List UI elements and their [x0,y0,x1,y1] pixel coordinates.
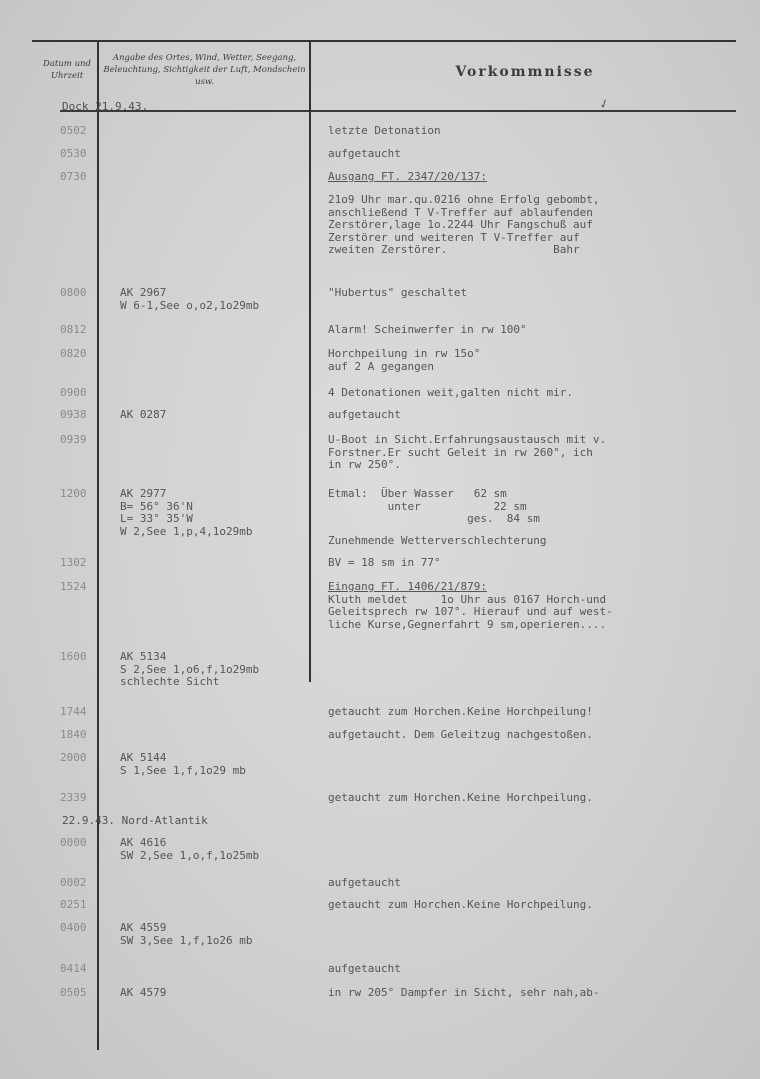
entry-position: B= 56° 36'N [120,499,193,513]
entry-time: 0002 [60,876,87,889]
check-mark-icon: ✓ [597,95,611,113]
entry-position: SW 3,See 1,f,1o26 mb [120,933,253,947]
entry-position: AK 4579 [120,986,167,999]
entry-position: S 2,See 1,o6,f,1o29mb [120,662,260,676]
entry-time: 0938 [60,408,87,421]
entry-time: 0820 [60,347,87,360]
header-rule [60,110,736,112]
entry-event-text: liche Kurse,Gegnerfahrt 9 sm,operieren.... [328,617,607,631]
entry-event-text: Ausgang FT. 2347/20/137: [328,170,487,183]
entry-event-text: aufgetaucht [328,147,401,160]
entry-event-text: U-Boot in Sicht.Erfahrungsaustausch mit v. [328,433,607,446]
entry-event-text: in rw 205° Dampfer in Sicht, sehr nah,ab- [328,986,600,999]
entry-position: S 1,See 1,f,1o29 mb [120,763,246,777]
entry-time: 1840 [60,728,87,741]
entry-position: AK 5134 [120,650,167,663]
entry-event-text: BV = 18 sm in 77° [328,556,441,569]
entry-time: 2339 [60,791,87,804]
entry-position: schlechte Sicht [120,675,220,688]
entry-time: 0812 [60,323,87,336]
entry-event-text: getaucht zum Horchen.Keine Horchpeilung. [328,791,593,804]
entry-time: 0900 [60,386,87,399]
entry-time: 0502 [60,124,87,137]
entry-time: 0530 [60,147,87,160]
entry-position: W 2,See 1,p,4,1o29mb [120,524,253,538]
entry-event-text: ges. 84 sm [328,512,540,525]
entry-position: AK 2977 [120,487,167,500]
column-divider-1 [97,42,99,1050]
entry-position: AK 5144 [120,751,167,764]
entry-event-text: getaucht zum Horchen.Keine Horchpeilung! [328,705,593,718]
entry-event-text: unter 22 sm [328,499,527,513]
entry-event-text: anschließend T V-Treffer auf ablaufenden [328,205,593,219]
entry-event-text: Zerstörer und weiteren T V-Treffer auf [328,230,580,244]
entry-position: SW 2,See 1,o,f,1o25mb [120,848,260,862]
entry-time: 0939 [60,433,87,446]
entry-time: 0400 [60,921,87,934]
entry-position: W 6-1,See o,o2,1o29mb [120,298,260,312]
entry-time: 0251 [60,898,87,911]
entry-time: 0730 [60,170,87,183]
entry-position: AK 4559 [120,921,167,934]
entry-event-text: in rw 250°. [328,458,401,471]
entry-event-text: Etmal: Über Wasser 62 sm [328,487,507,500]
entry-event-text: Horchpeilung in rw 15o° [328,347,481,360]
header-location-weather: Angabe des Ortes, Wind, Wetter, Seegang, Beleuchtung, Sichtigkeit der Luft, Mondschein usw. [103,53,306,87]
entry-event-text: 4 Detonationen weit,galten nicht mir. [328,386,574,399]
entry-time: 2000 [60,751,87,764]
entry-event-text: Zerstörer,lage 1o.2244 Uhr Fangschuß auf [328,218,593,231]
entry-event-text: letzte Detonation [328,124,441,137]
entry-event-text: Eingang FT. 1406/21/879: [328,580,487,593]
entry-time: 0505 [60,986,87,999]
entry-time: 1200 [60,487,87,500]
entry-time: 0000 [60,836,87,849]
entry-event-text: 21o9 Uhr mar.qu.0216 ohne Erfolg gebombt, [328,193,600,206]
entry-time: 1524 [60,580,87,593]
entry-event-text: "Hubertus" geschaltet [328,286,468,299]
entry-event-text: aufgetaucht. Dem Geleitzug nachgestoßen. [328,728,593,741]
header-date-time: Datum und Uhrzeit [43,59,91,81]
entry-position: AK 4616 [120,836,167,849]
entry-event-text: Forstner.Er sucht Geleit in rw 260°, ich [328,445,593,459]
entry-position: AK 0287 [120,408,167,421]
date-heading-mid: 22.9.43. Nord-Atlantik [62,814,208,827]
column-divider-2 [309,42,311,682]
entry-time: 1600 [60,650,87,663]
entry-event-text: Kluth meldet 1o Uhr aus 0167 Horch-und [328,592,607,606]
entry-position: L= 33° 35'W [120,512,193,525]
entry-event-text: auf 2 A gegangen [328,359,434,373]
entry-time: 1302 [60,556,87,569]
entry-event-text: Geleitsprech rw 107°. Hierauf und auf west- [328,605,613,618]
entry-event-text: aufgetaucht [328,876,401,889]
entry-event-text: aufgetaucht [328,408,401,421]
entry-event-text: aufgetaucht [328,962,401,975]
entry-position: AK 2967 [120,286,167,299]
entry-time: 1744 [60,705,87,718]
header-events: Vorkommnisse [455,64,595,80]
entry-event-text: Zunehmende Wetterverschlechterung [328,534,547,547]
entry-event-text: Alarm! Scheinwerfer in rw 100° [328,323,527,336]
date-heading-top: Dock 21.9.43. [62,100,149,113]
entry-event-text: getaucht zum Horchen.Keine Horchpeilung. [328,898,593,911]
entry-time: 0414 [60,962,87,975]
entry-time: 0800 [60,286,87,299]
top-rule [32,40,736,42]
entry-event-text: zweiten Zerstörer. Bahr [328,243,580,256]
